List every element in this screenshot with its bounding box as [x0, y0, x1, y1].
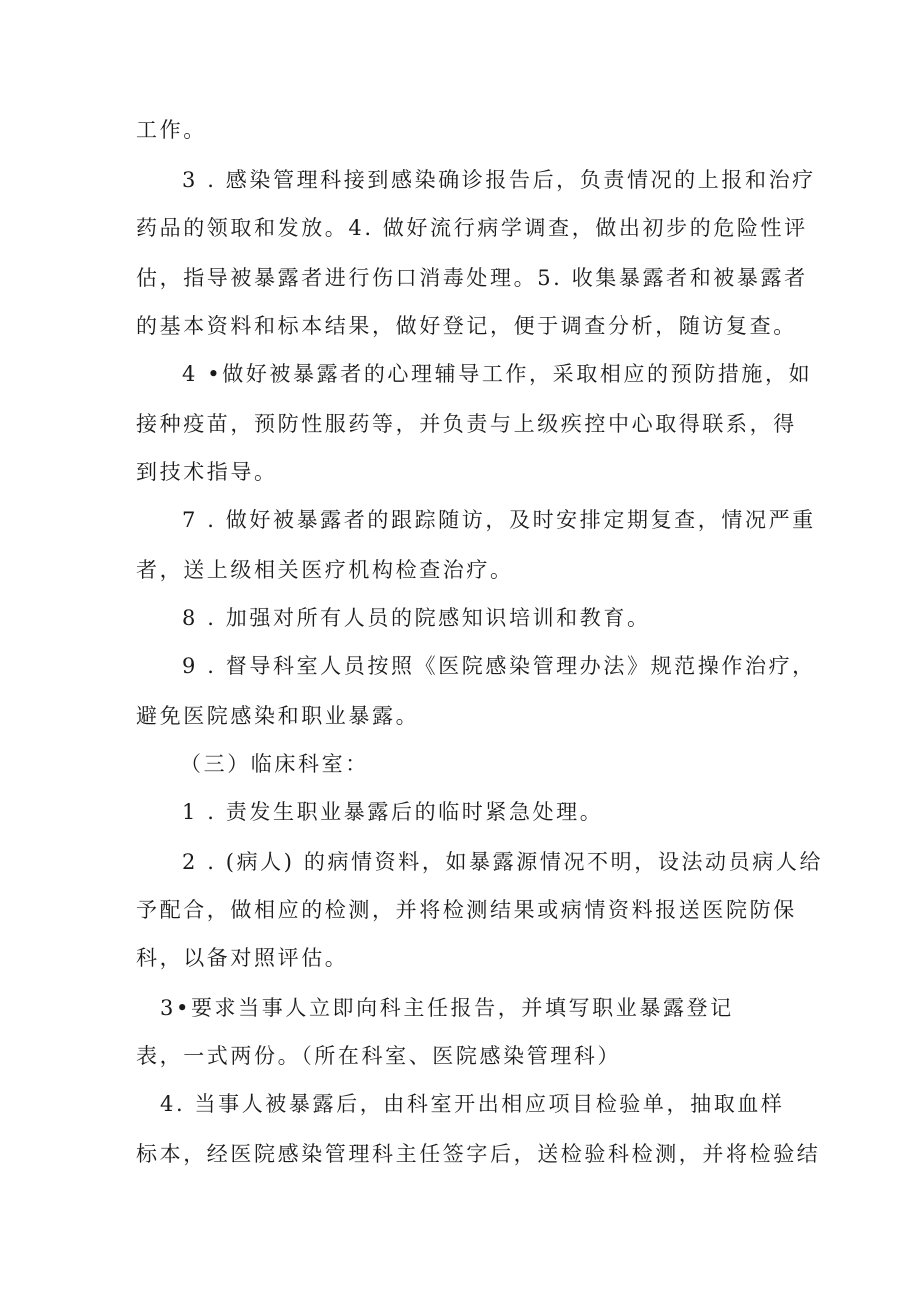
text-line: 标本，经医院感染管理科主任签字后，送检验科检测，并将检验结: [136, 1142, 821, 1166]
text-line: 3•要求当事人立即向科主任报告，并填写职业暴露登记: [160, 996, 734, 1020]
text-line: 2 . (病人) 的病情资料，如暴露源情况不明，设法动员病人给: [182, 850, 824, 874]
text-line: 8 . 加强对所有人员的院感知识培训和教育。: [182, 606, 651, 630]
text-line: 科，以备对照评估。: [136, 946, 349, 970]
text-line: 到技术指导。: [136, 460, 278, 484]
text-line: 估，指导被暴露者进行伤口消毒处理。5. 收集暴露者和被暴露者: [136, 266, 808, 290]
text-line: 3 . 感染管理科接到感染确诊报告后，负责情况的上报和治疗: [182, 168, 816, 192]
text-line: 工作。: [136, 118, 207, 142]
text-line: 药品的领取和发放。4. 做好流行病学调查，做出初步的危险性评: [136, 216, 808, 240]
text-line: 7 . 做好被暴露者的跟踪随访，及时安排定期复查，情况严重: [182, 508, 816, 532]
text-line: 9 . 督导科室人员按照《医院感染管理办法》规范操作治疗，: [182, 654, 816, 678]
text-line: 4. 当事人被暴露后，由科室开出相应项目检验单，抽取血样: [160, 1092, 785, 1116]
text-line: 1 . 责发生职业暴露后的临时紧急处理。: [182, 800, 604, 824]
text-line: 接种疫苗，预防性服药等，并负责与上级疾控中心取得联系，得: [136, 412, 797, 436]
text-line: 者，送上级相关医疗机构检查治疗。: [136, 558, 514, 582]
text-line: 表，一式两份。（所在科室、医院感染管理科）: [136, 1044, 622, 1068]
text-line: 的基本资料和标本结果，做好登记，便于调查分析，随访复查。: [136, 314, 797, 338]
section-heading: （三）临床科室：: [180, 752, 369, 776]
text-line: 避免医院感染和职业暴露。: [136, 704, 420, 728]
text-line: 4 •做好被暴露者的心理辅导工作，采取相应的预防措施，如: [182, 362, 813, 386]
text-line: 予配合，做相应的检测，并将检测结果或病情资料报送医院防保: [136, 898, 797, 922]
